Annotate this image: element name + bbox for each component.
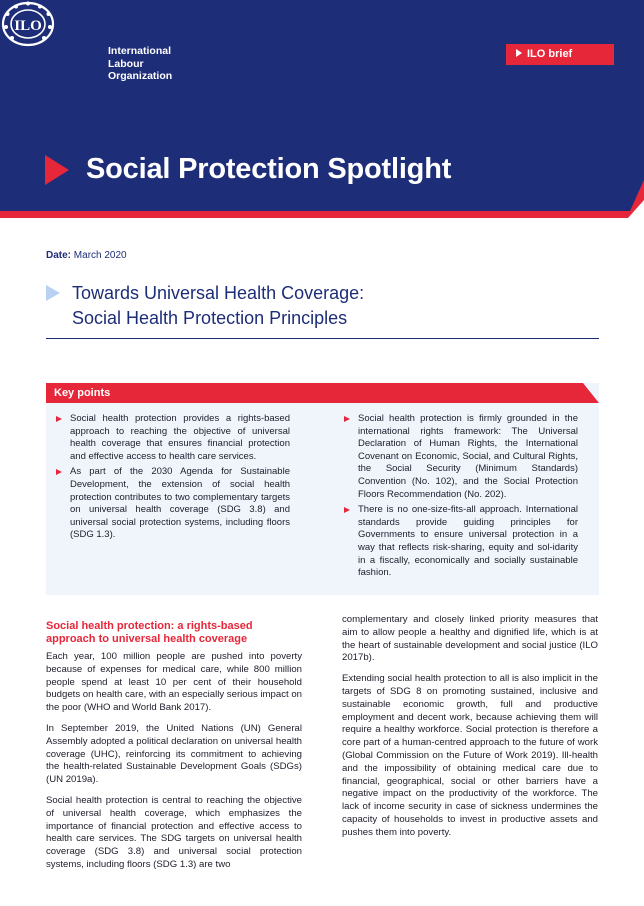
key-point-item: Social health protection is firmly grounded in the international rights framework: The Universal Declaration of Human Rights, the International Covenant on Economic, Social, and Cultural Rights, the Social Security (Minimum Standards) Convention (No. 102), and the Social Protection Floors Recommendation (No. 202). [342, 413, 578, 501]
date-label: Date: [46, 250, 72, 261]
body-left-column [46, 620, 302, 880]
key-points-bar [46, 383, 599, 403]
ilo-logo-icon [0, 0, 56, 48]
org-line-3: Organization [108, 70, 173, 82]
svg-text:ILO: ILO [14, 18, 42, 34]
org-line-1: International [108, 45, 172, 57]
body-paragraph: In September 2019, the United Nations (UN) General Assembly adopted a political declaration on universal health coverage (UHC), reinforcing its commitment to achieving the health-related Sustainable Development Goals (SDGs) (UN 2019a). [46, 722, 302, 786]
publication-date [46, 250, 127, 261]
key-point-item: Social health protection provides a rights-based approach to reaching the objective of universal health coverage that ensures financial protection and effective access to health care services. [54, 413, 290, 463]
body-right-column [342, 614, 598, 848]
subtitle-divider [46, 338, 599, 339]
header-banner [0, 0, 644, 220]
body-paragraph: Each year, 100 million people are pushed into poverty because of expenses for medical care, while 800 million people spend at least 10 per cent of their household budgets on health care, with an especially serious impact on the poor (WHO and World Bank 2017). [46, 651, 302, 714]
org-line-2: Labour [108, 57, 144, 70]
body-paragraph: complementary and closely linked priority measures that aim to allow people a healthy and dignified life, which is at the heart of sustainable development and social justice (ILO 2017b). [342, 614, 598, 664]
body-paragraph: Social health protection is central to reaching the objective of universal health coverage, which emphasizes the importance of financial protection and effective access to health care services. The SDG targets on universal health coverage (SDG 3.8) and universal social protection systems, including floors (SDG 1.3) are two [46, 794, 302, 870]
subtitle-arrow-icon [46, 285, 60, 301]
key-points-bar-background [46, 383, 599, 403]
title-arrow-icon [45, 155, 69, 185]
publication-title: Social Protection Spotlight [86, 153, 452, 185]
subtitle-line-1: Towards Universal Health Coverage: [72, 283, 365, 303]
key-point-item: As part of the 2030 Agenda for Sustainable Development, the extension of social health protection contributes to two complementary targets on universal health coverage (SDG 3.8) and universal social protection systems, including floors (SDG 1.3). [54, 466, 290, 542]
key-points-label: Key points [54, 387, 111, 399]
brief-label: ILO brief [527, 48, 573, 60]
subtitle-line-2: Social Health Protection Principles [72, 308, 348, 328]
body-paragraph: Extending social health protection to all is also implicit in the targets of SDG 8 on promoting sustained, inclusive and sustainable economic growth, full and productive employment and decent work, because achieving them will require a healthy workforce. Social protection is therefore a core part of a human-centred approach to the future of work (Global Commission on the Future of Work 2019). Ill-health and the impossibility of obtaining medical care due to financial, geographical, social or other barriers have a negative impact on the productivity of the workforce. The lack of income security in case of sickness undermines the capacity of households to invest in productive assets and pushes them into poverty. [342, 673, 598, 838]
organization-name [108, 45, 172, 83]
ilo-brief-tag [506, 44, 614, 65]
key-points-box [46, 383, 599, 595]
key-points-left-list [54, 413, 290, 545]
key-points-right-list [342, 413, 578, 583]
section-heading: Social health protection: a rights-based approach to universal health coverage [46, 620, 253, 645]
key-point-item: There is no one-size-fits-all approach. International standards provide guiding principles for Governments to ensure universal protection in a way that reflects risk-sharing, equity and sol-idarity in a fiscally, economically and socially sustainable fashion. [342, 504, 578, 580]
date-value: March 2020 [73, 250, 127, 261]
brief-arrow-icon [516, 49, 522, 57]
document-subtitle [72, 281, 552, 331]
